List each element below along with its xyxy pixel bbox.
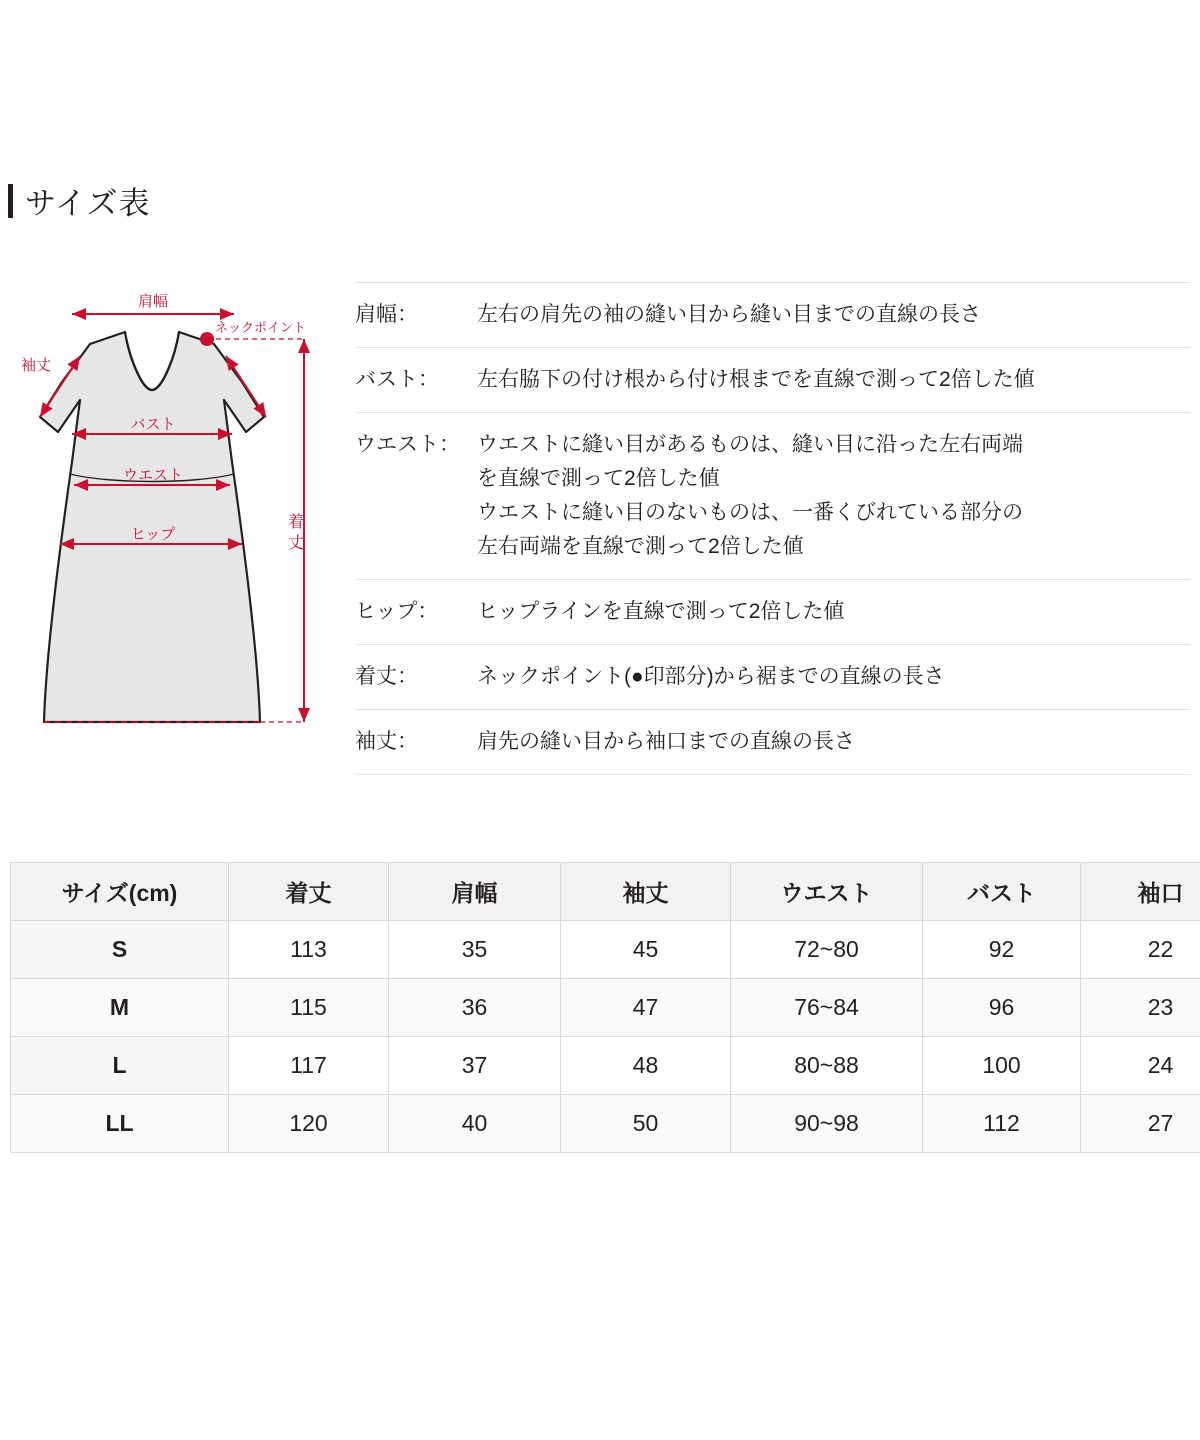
table-header-row	[11, 863, 1200, 921]
table-cell: 35	[389, 921, 561, 979]
table-row-size-label: L	[11, 1037, 229, 1095]
definition-term: 袖丈：	[355, 730, 418, 753]
table-cell: 22	[1081, 921, 1200, 979]
table-header-cell: 袖丈	[561, 863, 731, 921]
table-row	[11, 979, 1200, 1037]
table-cell: 37	[389, 1037, 561, 1095]
definition-term: ヒップ：	[355, 600, 439, 623]
table-cell: 27	[1081, 1095, 1200, 1153]
table-cell: 36	[389, 979, 561, 1037]
definition-description	[477, 725, 855, 759]
table-row-size-label: S	[11, 921, 229, 979]
definition-line: 左右の肩先の袖の縫い目から縫い目までの直線の長さ	[477, 303, 981, 326]
definition-line: ウエストに縫い目があるものは、縫い目に沿った左右両端	[477, 433, 1023, 456]
diagram-label-dress-length-2: 丈	[287, 535, 305, 552]
diagram-label-bust: バスト	[130, 416, 176, 433]
table-cell: 96	[923, 979, 1081, 1037]
table-cell: 23	[1081, 979, 1200, 1037]
diagram-label-sleeve-left: 袖丈	[20, 357, 52, 374]
table-cell: 72~80	[731, 921, 923, 979]
definition-line: ウエストに縫い目のないものは、一番くびれている部分の	[477, 501, 1023, 524]
diagram-label-waist: ウエスト	[122, 467, 184, 484]
table-cell: 50	[561, 1095, 731, 1153]
table-row	[11, 1037, 1200, 1095]
table-header-cell: バスト	[923, 863, 1081, 921]
definition-term: ウエスト：	[355, 433, 460, 456]
definition-line: 肩先の縫い目から袖口までの直線の長さ	[477, 730, 855, 753]
table-cell: 76~84	[731, 979, 923, 1037]
table-cell: 45	[561, 921, 731, 979]
definition-row	[355, 348, 1190, 413]
diagram-label-shoulder: 肩幅	[137, 293, 169, 310]
table-header-cell: 袖口	[1081, 863, 1200, 921]
definition-row	[355, 645, 1190, 710]
definition-description	[477, 428, 1023, 564]
table-row	[11, 921, 1200, 979]
definition-line: 左右両端を直線で測って2倍した値	[477, 535, 804, 558]
table-cell: 47	[561, 979, 731, 1037]
definition-description	[477, 298, 981, 332]
definition-row	[355, 710, 1190, 775]
definition-line: ネックポイント(●印部分)から裾までの直線の長さ	[477, 665, 945, 688]
dress-illustration-svg	[10, 282, 350, 782]
definition-term: 着丈：	[355, 665, 418, 688]
table-cell: 40	[389, 1095, 561, 1153]
table-row	[11, 1095, 1200, 1153]
table-header-cell: ウエスト	[731, 863, 923, 921]
table-cell: 120	[229, 1095, 389, 1153]
table-cell: 48	[561, 1037, 731, 1095]
table-cell: 92	[923, 921, 1081, 979]
definition-term: 肩幅：	[355, 303, 418, 326]
table-cell: 100	[923, 1037, 1081, 1095]
table-cell: 90~98	[731, 1095, 923, 1153]
table-header-cell: 肩幅	[389, 863, 561, 921]
diagram-label-dress-length: 着	[287, 514, 305, 531]
definition-term: バスト：	[355, 368, 439, 391]
size-table	[10, 862, 1200, 1153]
table-header-cell: サイズ(cm)	[11, 863, 229, 921]
diagram-label-neck-point: ネックポイント	[215, 320, 307, 335]
definition-description	[477, 363, 1035, 397]
page-title	[8, 178, 151, 223]
table-row-size-label: LL	[11, 1095, 229, 1153]
definition-row	[355, 580, 1190, 645]
table-cell: 117	[229, 1037, 389, 1095]
definition-line: を直線で測って2倍した値	[477, 467, 720, 490]
diagram-label-hip: ヒップ	[130, 526, 176, 543]
definition-line: 左右脇下の付け根から付け根までを直線で測って2倍した値	[477, 368, 1035, 391]
table-row-size-label: M	[11, 979, 229, 1037]
title-accent-bar	[8, 184, 13, 218]
definition-description	[477, 660, 945, 694]
table-cell: 112	[923, 1095, 1081, 1153]
table-cell: 24	[1081, 1037, 1200, 1095]
definition-row	[355, 413, 1190, 580]
definition-row	[355, 282, 1190, 348]
definition-line: ヒップラインを直線で測って2倍した値	[477, 600, 845, 623]
table-cell: 113	[229, 921, 389, 979]
measurement-definitions	[355, 282, 1190, 775]
garment-diagram	[10, 282, 350, 782]
table-cell: 80~88	[731, 1037, 923, 1095]
definition-description	[477, 595, 844, 629]
table-header-cell: 着丈	[229, 863, 389, 921]
page-title-text: サイズ表	[25, 186, 151, 221]
table-cell: 115	[229, 979, 389, 1037]
